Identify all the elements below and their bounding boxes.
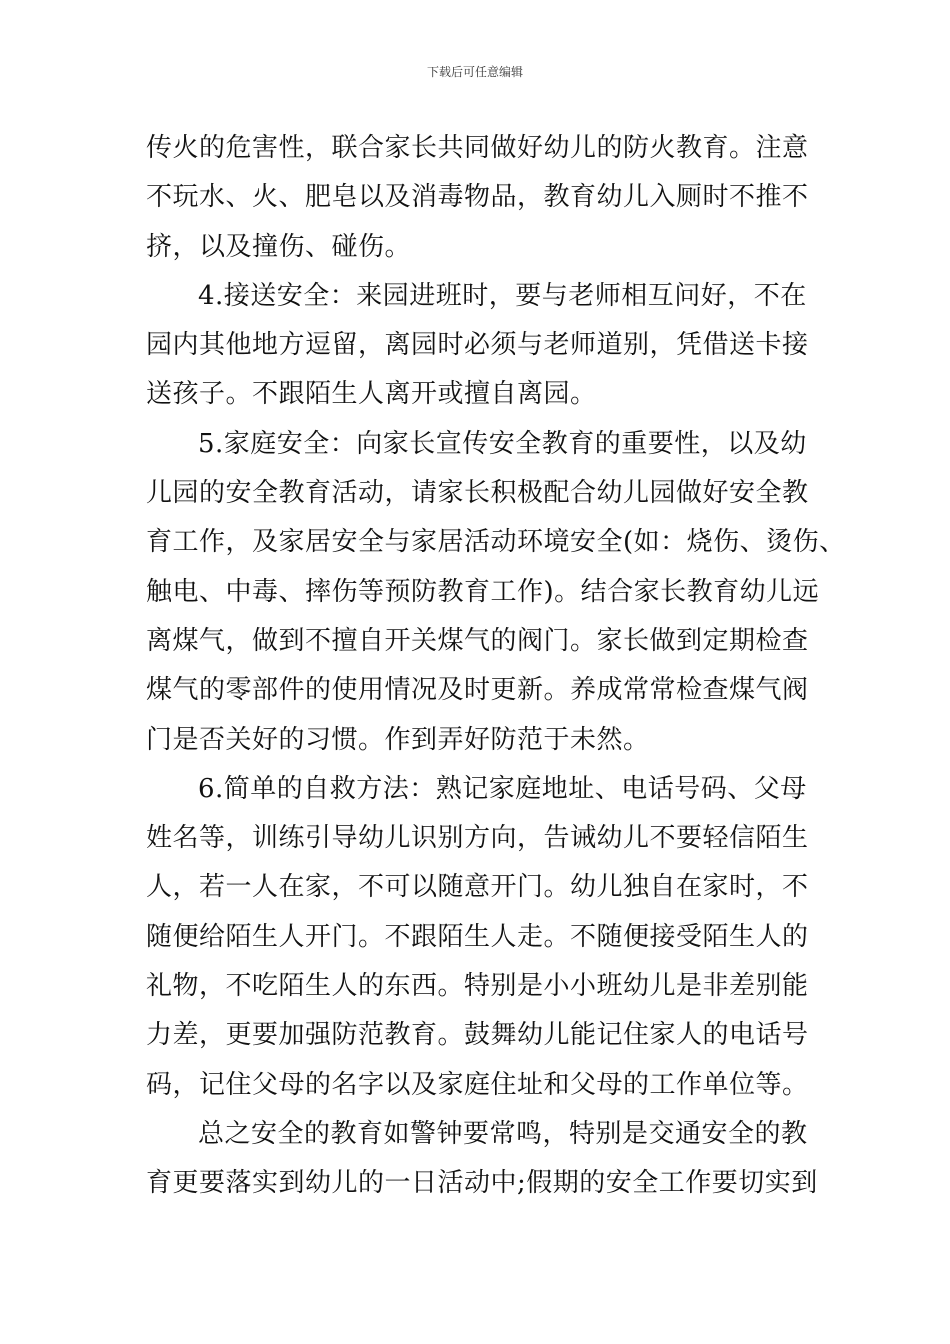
paragraph bbox=[146, 765, 814, 1110]
text-line: 不玩水、火、肥皂以及消毒物品，教育幼儿入厕时不推不 bbox=[146, 182, 809, 213]
text-line: 礼物，不吃陌生人的东西。特别是小小班幼儿是非差别能 bbox=[146, 971, 809, 1002]
text-line: 育更要落实到幼儿的一日活动中;假期的安全工作要切实到 bbox=[146, 1168, 818, 1199]
paragraph bbox=[146, 272, 814, 420]
text-line: 码，记住父母的名字以及家庭住址和父母的工作单位等。 bbox=[146, 1069, 809, 1100]
text-line: 儿园的安全教育活动，请家长积极配合幼儿园做好安全教 bbox=[146, 478, 809, 509]
text-line: 送孩子。不跟陌生人离开或擅自离园。 bbox=[146, 379, 597, 410]
text-line: 触电、中毒、摔伤等预防教育工作)。结合家长教育幼儿远 bbox=[146, 576, 820, 607]
text-line: 离煤气，做到不擅自开关煤气的阀门。家长做到定期检查 bbox=[146, 625, 809, 656]
text-line: 门是否关好的习惯。作到弄好防范于未然。 bbox=[146, 724, 650, 755]
text-line: 人，若一人在家，不可以随意开门。幼儿独自在家时，不 bbox=[146, 872, 809, 903]
text-line: 总之安全的教育如警钟要常鸣，特别是交通安全的教 bbox=[198, 1118, 808, 1149]
text-line: 6.简单的自救方法：熟记家庭地址、电话号码、父母 bbox=[198, 773, 807, 804]
paragraph bbox=[146, 1110, 818, 1209]
document-body bbox=[146, 124, 846, 1209]
paragraph bbox=[146, 124, 814, 272]
page-header: 下载后可任意编辑 bbox=[426, 65, 523, 79]
text-line: 4.接送安全：来园进班时，要与老师相互问好，不在 bbox=[198, 280, 807, 311]
text-line: 姓名等，训练引导幼儿识别方向，告诫幼儿不要轻信陌生 bbox=[146, 823, 809, 854]
text-line: 育工作，及家居安全与家居活动环境安全(如：烧伤、烫伤、 bbox=[146, 527, 846, 558]
text-line: 随便给陌生人开门。不跟陌生人走。不随便接受陌生人的 bbox=[146, 921, 809, 952]
text-line: 园内其他地方逗留，离园时必须与老师道别，凭借送卡接 bbox=[146, 330, 809, 361]
text-line: 挤，以及撞伤、碰伤。 bbox=[146, 231, 412, 262]
text-line: 力差，更要加强防范教育。鼓舞幼儿能记住家人的电话号 bbox=[146, 1020, 809, 1051]
text-line: 5.家庭安全：向家长宣传安全教育的重要性，以及幼 bbox=[198, 428, 807, 459]
text-line: 煤气的零部件的使用情况及时更新。养成常常检查煤气阀 bbox=[146, 675, 809, 706]
paragraph bbox=[146, 420, 846, 765]
text-line: 传火的危害性，联合家长共同做好幼儿的防火教育。注意 bbox=[146, 133, 809, 163]
